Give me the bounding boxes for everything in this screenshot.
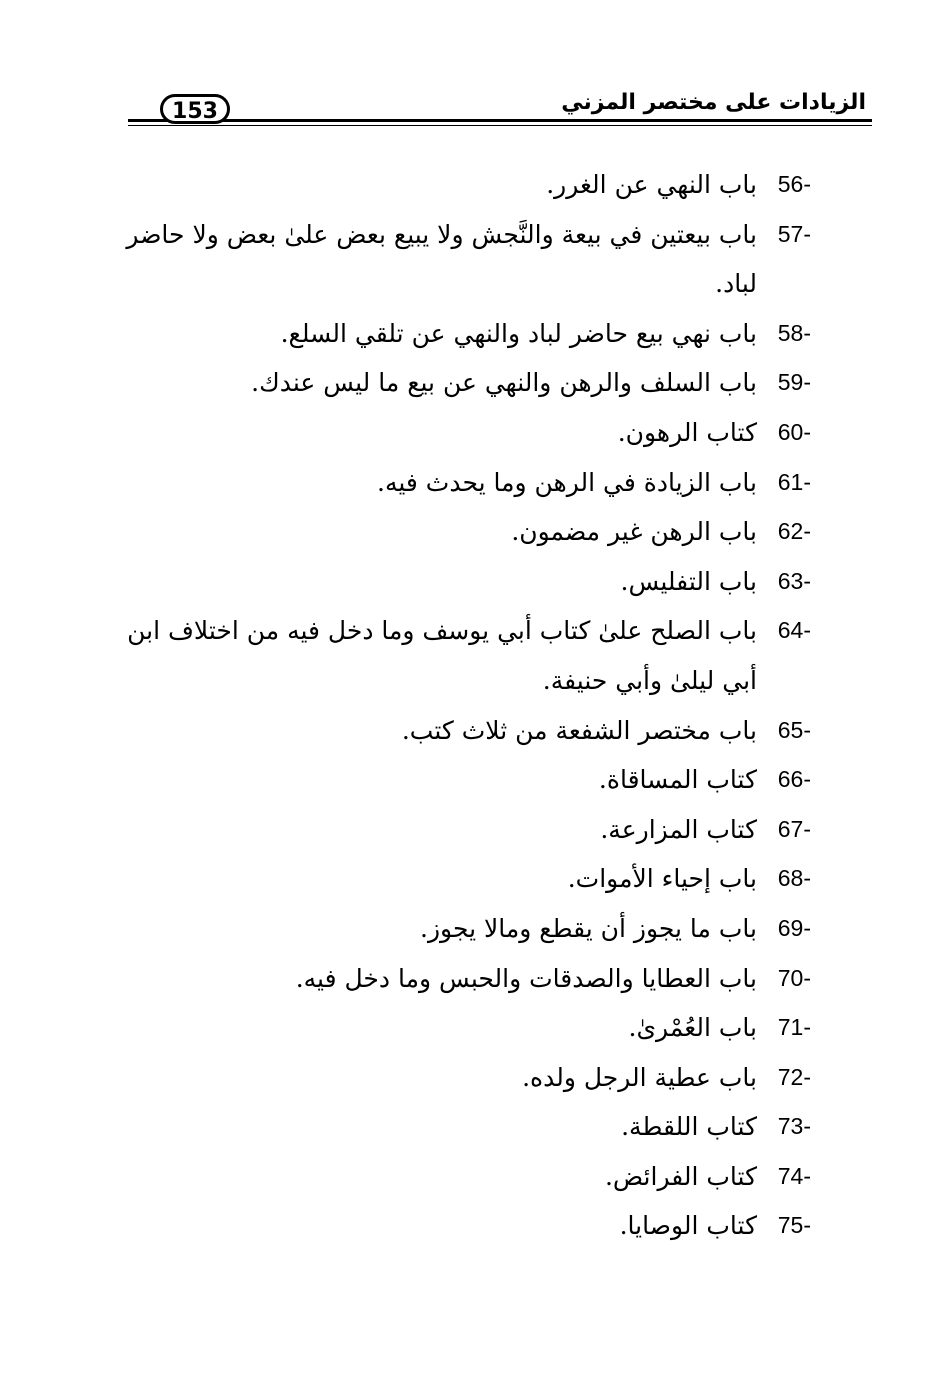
running-title: الزيادات على مختصر المزني [561, 90, 866, 115]
list-item [121, 160, 811, 210]
list-item [121, 706, 811, 756]
item-number: 57- [777, 220, 811, 247]
list-item [121, 904, 811, 954]
list-item [121, 1201, 811, 1251]
list-item [121, 458, 811, 508]
item-text: باب الرهن غير مضمون. [511, 517, 757, 547]
item-text: باب الزيادة في الرهن وما يحدث فيه. [377, 467, 757, 497]
item-number: 64- [777, 617, 811, 644]
item-text: كتاب المزارعة. [600, 814, 757, 844]
list-item [121, 1152, 811, 1202]
list-item [121, 1053, 811, 1103]
item-number: 75- [777, 1212, 811, 1239]
item-text: كتاب الرهون. [617, 417, 757, 447]
item-number: 70- [777, 964, 811, 991]
list-item [121, 1003, 811, 1053]
list-item [121, 606, 811, 705]
item-number: 56- [777, 171, 811, 197]
item-text: باب عطية الرجل ولده. [522, 1062, 757, 1092]
item-text: باب النهي عن الغرر. [546, 170, 757, 199]
item-number: 73- [777, 1113, 811, 1140]
item-number: 62- [777, 518, 811, 545]
list-item [121, 1102, 811, 1152]
header-rule-thin [128, 125, 872, 126]
item-number: 66- [777, 766, 811, 793]
item-number: 72- [777, 1063, 811, 1090]
page-header [128, 88, 872, 132]
item-text: باب الصلح علىٰ كتاب أبي يوسف وما دخل فيه من اختلاف ابن أبي ليلىٰ وأبي حنيفة. [127, 616, 757, 695]
item-number: 69- [777, 914, 811, 941]
item-text: كتاب المساقاة. [598, 765, 757, 795]
item-number: 74- [777, 1162, 811, 1189]
list-item [121, 805, 811, 855]
item-text: باب التفليس. [620, 566, 757, 596]
item-text: باب ما يجوز أن يقطع ومالا يجوز. [420, 913, 757, 943]
list-item [121, 854, 811, 904]
item-text: كتاب اللقطة. [621, 1112, 757, 1142]
item-text: باب بيعتين في بيعة والنَّجش ولا يبيع بعض علىٰ بعض ولا حاضر لباد. [126, 219, 757, 299]
item-text: كتاب الوصايا. [619, 1211, 757, 1241]
item-text: باب السلف والرهن والنهي عن بيع ما ليس عندك. [251, 368, 757, 398]
item-text: باب العُمْرىٰ. [628, 1013, 757, 1043]
item-number: 58- [777, 319, 811, 346]
item-number: 65- [777, 716, 811, 743]
item-number: 63- [777, 567, 811, 594]
list-item [121, 408, 811, 458]
item-number: 60- [777, 418, 811, 445]
list-item [121, 557, 811, 607]
item-number: 61- [777, 468, 811, 495]
item-number: 68- [777, 865, 811, 892]
list-item [121, 309, 811, 359]
chapter-list [121, 160, 811, 1251]
list-item [121, 507, 811, 557]
item-number: 71- [777, 1014, 811, 1041]
header-rule-thick [128, 119, 872, 122]
item-text: باب إحياء الأموات. [567, 864, 757, 894]
item-text: كتاب الفرائض. [604, 1161, 757, 1191]
list-item [121, 210, 811, 309]
item-text: باب نهي بيع حاضر لباد والنهي عن تلقي السلع. [280, 318, 757, 348]
item-text: باب مختصر الشفعة من ثلاث كتب. [401, 715, 757, 745]
list-item [121, 954, 811, 1004]
item-number: 67- [777, 815, 811, 842]
item-text: باب العطايا والصدقات والحبس وما دخل فيه. [295, 963, 757, 993]
page-number: 153 [160, 94, 230, 124]
item-number: 59- [777, 369, 811, 396]
list-item [121, 755, 811, 805]
list-item [121, 358, 811, 408]
